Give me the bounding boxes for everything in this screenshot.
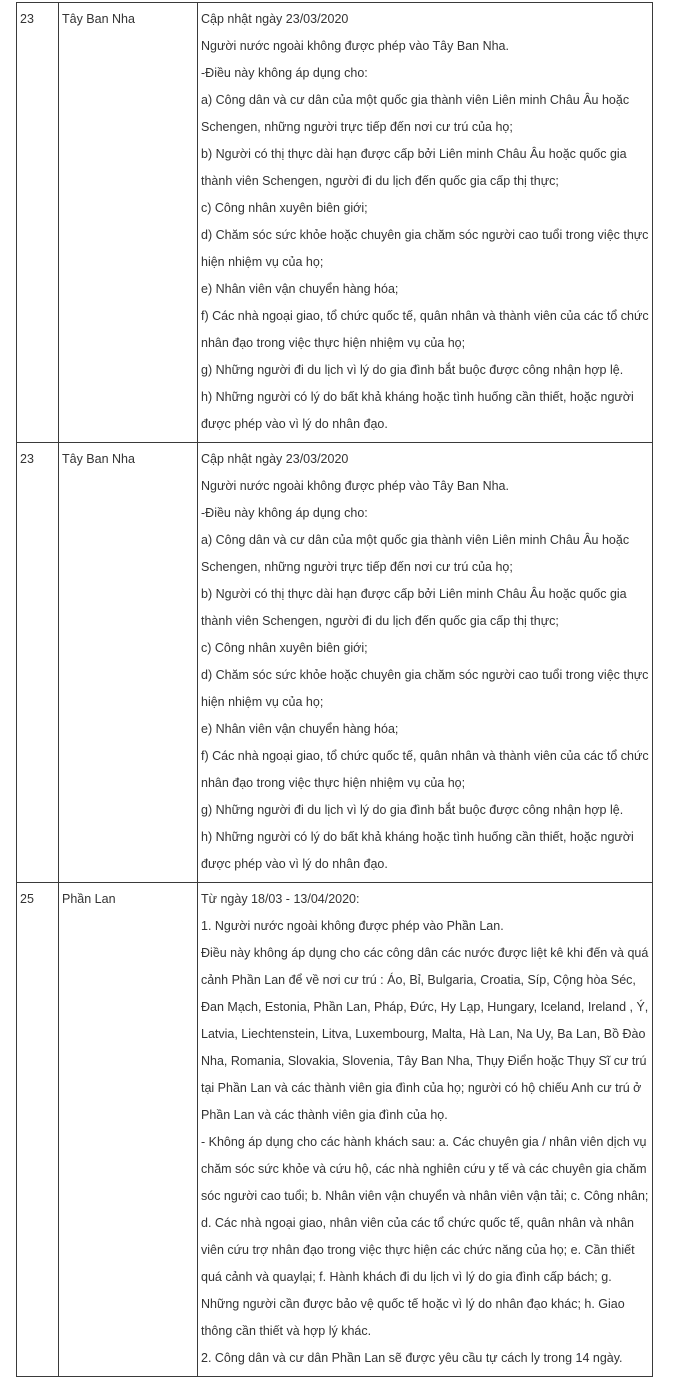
- row-number: 25: [17, 883, 59, 1377]
- regulation-line: Người nước ngoài không được phép vào Tây Ban Nha.: [201, 479, 509, 493]
- regulation-line: a) Công dân và cư dân của một quốc gia thành viên Liên minh Châu Âu hoặc Schengen, những người trực tiếp đến nơi cư trú của họ;: [201, 533, 630, 574]
- regulation-line: Điều này không áp dụng cho các công dân các nước được liệt kê khi đến và quá cảnh Phần Lan để về nơi cư trú : Áo, Bỉ, Bulgaria, Croatia, Síp, Cộng hòa Séc, Đan Mạch, Estonia, Phần Lan, Pháp, Đức, Hy Lạp, Hungary, Iceland, Ireland , Ý, Latvia, Liechtenstein, Litva, Luxembourg, Malta, Hà Lan, Na Uy, Ba Lan, Bồ Đào Nha, Romania, Slovakia, Slovenia, Tây Ban Nha, Thụy Điển hoặc Thụy Sĩ cư trú tại Phần Lan và các thành viên gia đình của họ; người có hộ chiếu Anh cư trú ở Phần Lan và các thành viên gia đình của họ.: [201, 946, 649, 1122]
- regulation-line: f) Các nhà ngoại giao, tổ chức quốc tế, quân nhân và thành viên của các tổ chức nhân đạo trong việc thực hiện nhiệm vụ của họ;: [201, 749, 649, 790]
- table-row: [17, 3, 653, 443]
- regulation-line: Người nước ngoài không được phép vào Tây Ban Nha.: [201, 39, 509, 53]
- regulation-line: f) Các nhà ngoại giao, tổ chức quốc tế, quân nhân và thành viên của các tổ chức nhân đạo trong việc thực hiện nhiệm vụ của họ;: [201, 309, 649, 350]
- country-name: Tây Ban Nha: [59, 443, 198, 883]
- regulation-text: [198, 883, 653, 1377]
- regulation-line: h) Những người có lý do bất khả kháng hoặc tình huống cần thiết, hoặc người được phép vào vì lý do nhân đạo.: [201, 830, 634, 871]
- regulation-line: b) Người có thị thực dài hạn được cấp bởi Liên minh Châu Âu hoặc quốc gia thành viên Schengen, người đi du lịch đến quốc gia cấp thị thực;: [201, 147, 627, 188]
- regulation-line: b) Người có thị thực dài hạn được cấp bởi Liên minh Châu Âu hoặc quốc gia thành viên Schengen, người đi du lịch đến quốc gia cấp thị thực;: [201, 587, 627, 628]
- regulation-line: - Không áp dụng cho các hành khách sau: a. Các chuyên gia / nhân viên dịch vụ chăm sóc sức khỏe và cứu hộ, các nhà nghiên cứu y tế và các chuyên gia chăm sóc người cao tuổi; b. Nhân viên vận chuyển và nhân viên vận tải; c. Công nhân; d. Các nhà ngoại giao, nhân viên của các tổ chức quốc tế, quân nhân và nhân viên cứu trợ nhân đạo trong việc thực hiện các chức năng của họ; e. Cần thiết quá cảnh và quaylại; f. Hành khách đi du lịch vì lý do gia đình cấp bách; g. Những người cần được bảo vệ quốc tế hoặc vì lý do nhân đạo khác; h. Giao thông cần thiết và hợp lý khác.: [201, 1135, 649, 1338]
- regulation-line: g) Những người đi du lịch vì lý do gia đình bắt buộc được công nhận hợp lệ.: [201, 803, 624, 817]
- regulation-line: 1. Người nước ngoài không được phép vào Phần Lan.: [201, 919, 504, 933]
- regulation-line: -Điều này không áp dụng cho:: [201, 506, 368, 520]
- regulation-line: -Điều này không áp dụng cho:: [201, 66, 368, 80]
- regulation-line: a) Công dân và cư dân của một quốc gia thành viên Liên minh Châu Âu hoặc Schengen, những người trực tiếp đến nơi cư trú của họ;: [201, 93, 630, 134]
- regulation-line: Cập nhật ngày 23/03/2020: [201, 452, 349, 466]
- regulation-line: d) Chăm sóc sức khỏe hoặc chuyên gia chăm sóc người cao tuổi trong việc thực hiện nhiệm vụ của họ;: [201, 668, 649, 709]
- regulation-line: d) Chăm sóc sức khỏe hoặc chuyên gia chăm sóc người cao tuổi trong việc thực hiện nhiệm vụ của họ;: [201, 228, 649, 269]
- table-row: [17, 443, 653, 883]
- regulation-line: c) Công nhân xuyên biên giới;: [201, 201, 368, 215]
- country-name: Phần Lan: [59, 883, 198, 1377]
- country-name: Tây Ban Nha: [59, 3, 198, 443]
- regulation-line: Cập nhật ngày 23/03/2020: [201, 12, 349, 26]
- regulation-line: e) Nhân viên vận chuyển hàng hóa;: [201, 282, 399, 296]
- regulation-text: [198, 443, 653, 883]
- regulation-line: c) Công nhân xuyên biên giới;: [201, 641, 368, 655]
- row-number: 23: [17, 443, 59, 883]
- regulation-line: 2. Công dân và cư dân Phần Lan sẽ được yêu cầu tự cách ly trong 14 ngày.: [201, 1351, 623, 1365]
- regulation-text: [198, 3, 653, 443]
- row-number: 23: [17, 3, 59, 443]
- regulation-line: h) Những người có lý do bất khả kháng hoặc tình huống cần thiết, hoặc người được phép vào vì lý do nhân đạo.: [201, 390, 634, 431]
- table-row: [17, 883, 653, 1377]
- regulations-table: [16, 2, 653, 1377]
- regulation-line: e) Nhân viên vận chuyển hàng hóa;: [201, 722, 399, 736]
- regulation-line: Từ ngày 18/03 - 13/04/2020:: [201, 892, 360, 906]
- regulation-line: g) Những người đi du lịch vì lý do gia đình bắt buộc được công nhận hợp lệ.: [201, 363, 624, 377]
